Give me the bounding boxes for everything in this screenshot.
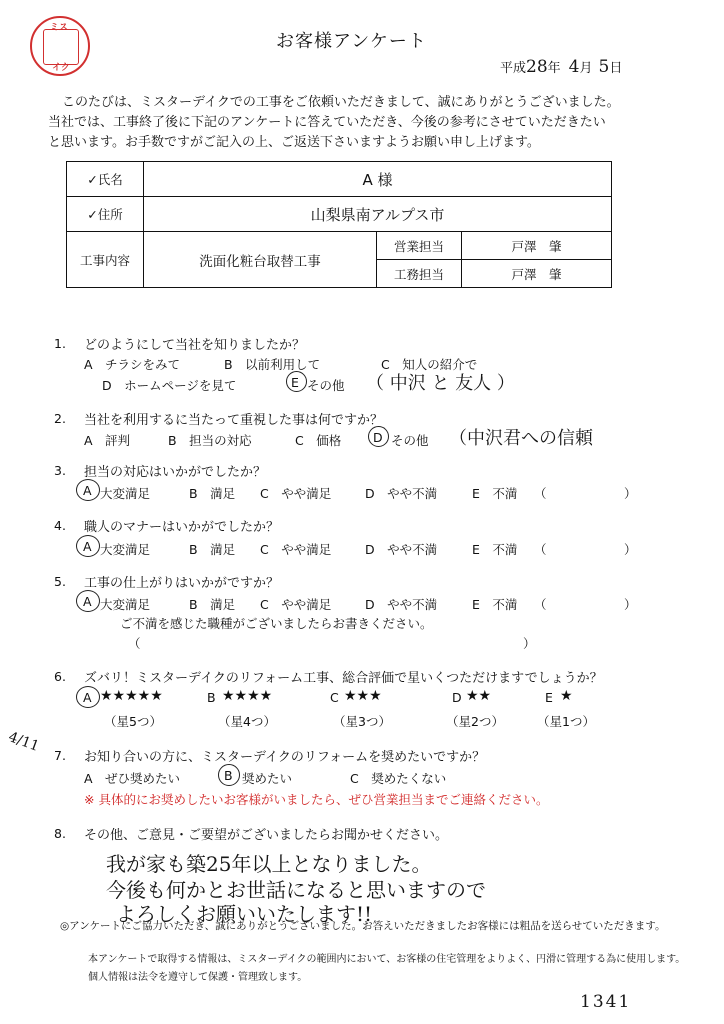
q4-option-c: C やや満足 bbox=[260, 542, 332, 557]
customer-name: A 様 bbox=[362, 170, 393, 189]
q7-option-a: A ぜひ奨めたい bbox=[84, 771, 181, 786]
date-day-unit: 日 bbox=[609, 61, 623, 76]
q7-option-b: 奨めたい bbox=[242, 771, 293, 786]
intro-line-2: 当社では、工事終了後に下記のアンケートに答えていただき、今後の参考にさせていただきたい bbox=[48, 115, 606, 130]
q7-contact-notice: ※ 具体的にお奨めしたいお客様がいましたら、ぜひ営業担当までご連絡ください。 bbox=[84, 792, 549, 807]
check-mark: ✓ bbox=[87, 172, 98, 187]
q4-number: 4. bbox=[54, 518, 66, 533]
q6-option-b-label: （星4つ） bbox=[218, 714, 276, 729]
q2-option-a: A 評判 bbox=[84, 433, 131, 448]
work-value-cell bbox=[144, 232, 377, 288]
q3-option-e: E 不満 bbox=[472, 486, 518, 501]
q5-paren-close: ） bbox=[624, 597, 637, 612]
q5-number: 5. bbox=[54, 574, 66, 589]
q5-option-b: B 満足 bbox=[189, 597, 236, 612]
address-label: 住所 bbox=[97, 207, 123, 222]
q4-paren-open: （ bbox=[534, 542, 547, 557]
q8-handwritten-line-1: 我が家も築25年以上となりました。 bbox=[106, 852, 432, 876]
q1-option-b: B 以前利用して bbox=[224, 357, 321, 372]
q1-number: 1. bbox=[54, 336, 66, 351]
q2-text: 当社を利用するに当たって重視した事は何ですか？ bbox=[84, 413, 384, 428]
survey-date bbox=[500, 57, 622, 77]
q3-option-c: C やや満足 bbox=[260, 486, 332, 501]
q6-option-e-stars: ★ bbox=[560, 688, 573, 704]
q4-paren-close: ） bbox=[624, 542, 637, 557]
q6-number: 6. bbox=[54, 669, 66, 684]
customer-info-table bbox=[66, 161, 612, 288]
engineering-value-cell bbox=[462, 260, 612, 288]
sales-rep: 戸澤 肇 bbox=[511, 238, 562, 254]
q4-option-a: 大変満足 bbox=[100, 542, 151, 557]
q6-option-c-label: （星3つ） bbox=[333, 714, 391, 729]
q3-option-d: D やや不満 bbox=[365, 486, 438, 501]
q8-text: その他、ご意見・ご要望がございましたらお聞かせください。 bbox=[84, 828, 449, 843]
q6-option-d-label: （星2つ） bbox=[446, 714, 504, 729]
q5-option-a: 大変満足 bbox=[100, 597, 151, 612]
company-seal-stamp: ミス イク bbox=[30, 16, 90, 76]
engineering-label: 工務担当 bbox=[393, 266, 444, 282]
date-year-unit: 年 bbox=[547, 61, 561, 76]
q1-handwritten-answer: （ 中沢 と 友人 ） bbox=[366, 373, 515, 394]
q1-option-a: A チラシをみて bbox=[84, 357, 181, 372]
q6-option-b-letter: B bbox=[207, 690, 216, 705]
date-era: 平成 bbox=[500, 61, 527, 76]
q2-option-d: その他 bbox=[391, 433, 429, 448]
q6-option-e-letter: E bbox=[545, 690, 553, 705]
q6-option-d-letter: D bbox=[452, 690, 462, 705]
customer-address: 山梨県南アルプス市 bbox=[310, 205, 445, 224]
q6-option-d-stars: ★★ bbox=[466, 688, 492, 704]
q4-text: 職人のマナーはいかがでしたか？ bbox=[84, 520, 280, 535]
work-label: 工事内容 bbox=[79, 252, 130, 268]
q6-option-b-stars: ★★★★ bbox=[222, 688, 273, 704]
q2-option-b: B 担当の対応 bbox=[168, 433, 252, 448]
q5-paren-open: （ bbox=[534, 597, 547, 612]
q4-option-a-letter: A bbox=[83, 539, 92, 554]
q2-option-d-letter: D bbox=[373, 430, 383, 445]
name-label-cell bbox=[67, 162, 144, 197]
q5-option-a-letter: A bbox=[83, 594, 92, 609]
q7-text: お知り合いの方に、ミスターデイクのリフォームを奨めたいですか？ bbox=[84, 750, 486, 765]
q1-option-e: その他 bbox=[307, 378, 345, 393]
page-number: 1341 bbox=[580, 992, 632, 1012]
sales-label: 営業担当 bbox=[393, 238, 444, 254]
q3-paren-close: ） bbox=[624, 486, 637, 501]
engineering-rep: 戸澤 肇 bbox=[511, 266, 562, 282]
q1-text: どのようにして当社を知りましたか？ bbox=[84, 338, 306, 353]
address-label-cell bbox=[67, 197, 144, 232]
q8-handwritten-line-2: 今後も何かとお世話になると思いますので bbox=[106, 878, 486, 902]
address-row bbox=[67, 197, 612, 232]
q2-handwritten-answer: （中沢君への信頼 bbox=[449, 428, 593, 449]
privacy-line-2: 個人情報は法令を遵守して保護・管理致します。 bbox=[88, 972, 308, 983]
q7-number: 7. bbox=[54, 748, 66, 763]
q6-option-a-letter: A bbox=[83, 690, 92, 705]
gift-note: ◎アンケートにご協力いただき、誠にありがとうございました。お答えいただきましたお客様には粗品を送らせていただきます。 bbox=[60, 920, 666, 932]
q1-option-d: D ホームページを見て bbox=[102, 378, 237, 393]
q6-option-a-label: （星5つ） bbox=[104, 714, 162, 729]
privacy-line-1: 本アンケートで取得する情報は、ミスターデイクの範囲内において、お客様の住宅管理をよりよく、円滑に管理する為に使用します。 bbox=[88, 954, 686, 965]
date-month: 4 bbox=[568, 57, 580, 77]
margin-note: 4/11 bbox=[6, 729, 42, 755]
check-mark: ✓ bbox=[87, 207, 98, 222]
q3-paren-open: （ bbox=[534, 486, 547, 501]
intro-line-3: と思います。お手数ですがご記入の上、ご返送下さいますようお願い申し上げます。 bbox=[48, 135, 540, 150]
page-title: お客様アンケート bbox=[276, 31, 427, 52]
intro-line-1: このたびは、ミスターデイクでの工事をご依頼いただきまして、誠にありがとうございました。 bbox=[62, 95, 620, 110]
q1-option-e-letter: E bbox=[291, 375, 299, 390]
address-value-cell bbox=[144, 197, 612, 232]
q5-option-e: E 不満 bbox=[472, 597, 518, 612]
q7-option-b-letter: B bbox=[224, 768, 233, 783]
q6-option-c-stars: ★★★ bbox=[344, 688, 382, 704]
q3-number: 3. bbox=[54, 463, 66, 478]
q3-option-b: B 満足 bbox=[189, 486, 236, 501]
q4-option-d: D やや不満 bbox=[365, 542, 438, 557]
q4-option-e: E 不満 bbox=[472, 542, 518, 557]
q2-option-c: C 価格 bbox=[295, 433, 342, 448]
q6-option-a-stars: ★★★★★ bbox=[100, 688, 163, 704]
work-label-cell bbox=[67, 232, 144, 288]
q6-text: ズバリ！ミスターデイクのリフォーム工事、総合評価で星いくつただけますでしょうか？ bbox=[84, 671, 603, 686]
q6-option-c-letter: C bbox=[330, 690, 339, 705]
engineering-label-cell bbox=[377, 260, 462, 288]
q5-sub-question: ご不満を感じた職種がございましたらお書きください。 bbox=[120, 616, 433, 631]
work-row-1 bbox=[67, 232, 612, 260]
q5-sub-paren-close: ） bbox=[523, 636, 536, 651]
date-day: 5 bbox=[598, 57, 610, 77]
name-label: 氏名 bbox=[97, 172, 123, 187]
name-row bbox=[67, 162, 612, 197]
q3-option-a: 大変満足 bbox=[100, 486, 151, 501]
q8-number: 8. bbox=[54, 826, 66, 841]
q3-option-a-letter: A bbox=[83, 483, 92, 498]
q6-option-e-label: （星1つ） bbox=[537, 714, 595, 729]
q2-number: 2. bbox=[54, 411, 66, 426]
q5-sub-paren-open: （ bbox=[128, 636, 141, 651]
date-month-unit: 月 bbox=[579, 61, 593, 76]
q8-handwritten-line-3: よろしくお願いいたします!! bbox=[116, 902, 373, 926]
q1-option-c: C 知人の紹介で bbox=[381, 357, 478, 372]
q3-text: 担当の対応はいかがでしたか？ bbox=[84, 465, 267, 480]
sales-value-cell bbox=[462, 232, 612, 260]
sales-label-cell bbox=[377, 232, 462, 260]
date-year: 28 bbox=[526, 57, 548, 77]
q5-option-c: C やや満足 bbox=[260, 597, 332, 612]
q5-option-d: D やや不満 bbox=[365, 597, 438, 612]
q7-option-c: C 奨めたくない bbox=[350, 771, 447, 786]
work-description: 洗面化粧台取替工事 bbox=[199, 253, 321, 270]
name-value-cell bbox=[144, 162, 612, 197]
q4-option-b: B 満足 bbox=[189, 542, 236, 557]
q5-text: 工事の仕上がりはいかがですか？ bbox=[84, 576, 280, 591]
